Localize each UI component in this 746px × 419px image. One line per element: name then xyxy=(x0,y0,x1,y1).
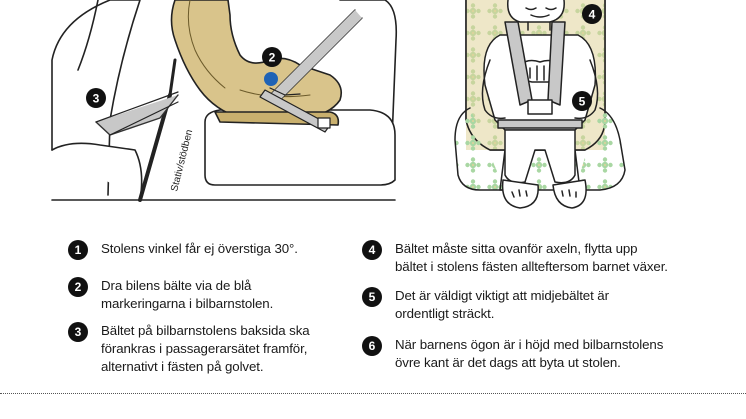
svg-text:3: 3 xyxy=(92,91,100,106)
support-leg-label: Stativ/stödben xyxy=(169,128,196,193)
instruction-4 xyxy=(362,240,746,276)
lap-belt xyxy=(498,120,582,128)
svg-text:2: 2 xyxy=(268,50,276,65)
instruction-number: 4 xyxy=(362,240,382,260)
instruction-3 xyxy=(68,322,348,376)
front-seat-cushion xyxy=(52,143,142,200)
dotted-divider xyxy=(0,393,746,394)
instruction-number: 6 xyxy=(362,336,382,356)
blue-belt-marker xyxy=(264,72,278,86)
instruction-text: Stolens vinkel får ej överstiga 30°. xyxy=(101,241,298,256)
instruction-number: 2 xyxy=(68,277,88,297)
marker-3 xyxy=(86,88,106,108)
instruction-2 xyxy=(68,277,348,313)
marker-5 xyxy=(572,91,592,111)
instruction-1 xyxy=(68,240,348,260)
instruction-text: Bältet måste sitta ovanför axeln, flytta upp bältet i stolens fästen allteftersom barnet växer. xyxy=(395,241,668,274)
child-head xyxy=(508,0,564,22)
marker-2 xyxy=(262,47,282,67)
instruction-text: Det är väldigt viktigt att midjebältet är ordentligt sträckt. xyxy=(395,288,609,321)
instruction-text: När barnens ögon är i höjd med bilbarnstolens övre kant är det dags att byta ut stolen. xyxy=(395,337,664,370)
instruction-number: 3 xyxy=(68,322,88,342)
harness-buckle xyxy=(528,100,552,114)
instruction-6 xyxy=(362,336,746,372)
marker-4 xyxy=(582,4,602,24)
forward-facing-seat-scene xyxy=(455,0,625,208)
instruction-5 xyxy=(362,287,746,323)
instruction-text: Dra bilens bälte via de blå markeringarna i bilbarnstolen. xyxy=(101,278,274,311)
svg-text:4: 4 xyxy=(588,7,596,22)
instruction-text: Bältet på bilbarnstolens baksida ska förankras i passagerarsätet framför, alternativt i fästen på golvet. xyxy=(101,323,310,374)
svg-text:5: 5 xyxy=(578,94,586,109)
instruction-number: 5 xyxy=(362,287,382,307)
instruction-number: 1 xyxy=(68,240,88,260)
